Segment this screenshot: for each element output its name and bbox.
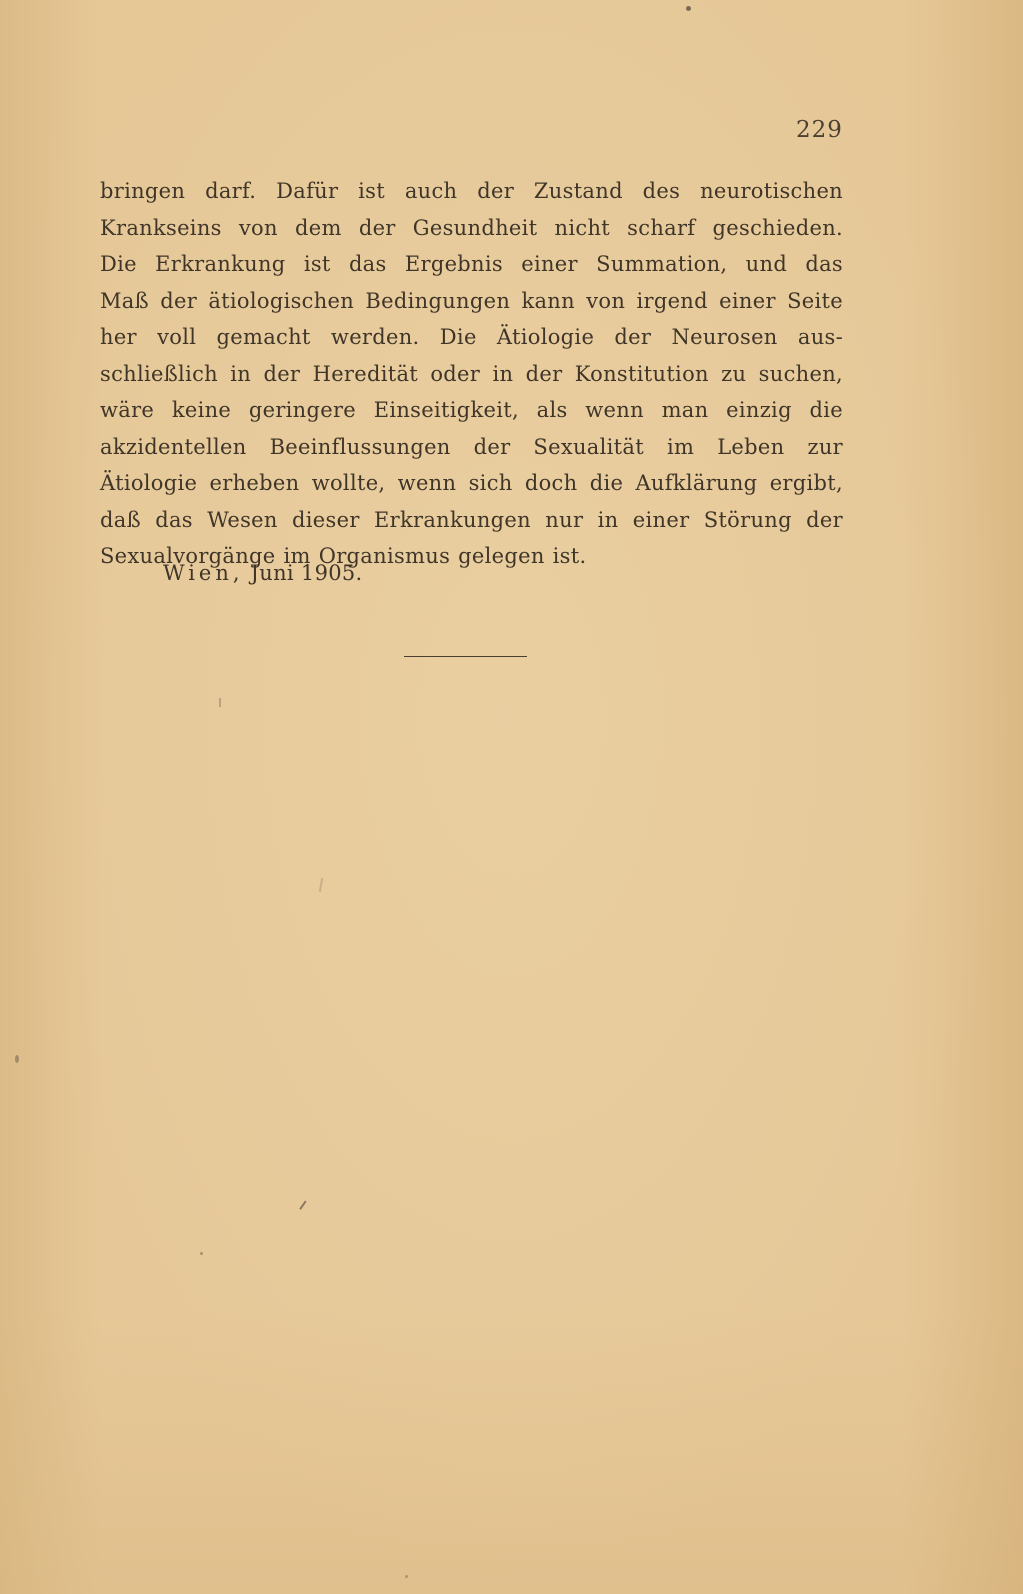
text-line: wäre keine geringere Einseitigkeit, als wenn man einzig die [100, 398, 843, 422]
text-line: Krankseins von dem der Gesundheit nicht scharf geschieden. [100, 215, 843, 240]
paper-scratch [219, 698, 221, 707]
paper-speck [405, 1575, 408, 1578]
text-line: bringen darf. Dafür ist auch der Zustand des neurotischen [100, 179, 843, 203]
body-paragraph [100, 173, 843, 575]
paper-scratch [299, 1200, 306, 1209]
signoff-date: Juni 1905. [250, 561, 363, 585]
page-number: 229 [796, 117, 843, 143]
text-line: schließlich in der Heredität oder in der Konstitution zu suchen, [100, 361, 843, 386]
text-line: akzidentellen Beeinflussungen der Sexualität im Leben zur [100, 434, 843, 459]
signoff [163, 561, 363, 585]
text-line: Sexualvorgänge im Organismus gelegen ist. [100, 544, 587, 568]
text-line: Die Erkrankung ist das Ergebnis einer Summation, und das [100, 252, 843, 276]
paper-speck [200, 1252, 203, 1255]
paper-scratch [319, 878, 323, 892]
text-line: daß das Wesen dieser Erkrankungen nur in einer Störung der [100, 507, 843, 532]
text-line: Maß der ätiologischen Bedingungen kann von irgend einer Seite [100, 288, 843, 313]
paper-speck [686, 6, 691, 11]
end-rule [404, 656, 527, 657]
text-line: Ätiologie erheben wollte, wenn sich doch die Aufklärung ergibt, [100, 471, 843, 495]
paper-speck [15, 1055, 19, 1063]
signoff-place: Wien, [163, 561, 244, 585]
text-line: her voll gemacht werden. Die Ätiologie der Neurosen aus- [100, 325, 843, 349]
